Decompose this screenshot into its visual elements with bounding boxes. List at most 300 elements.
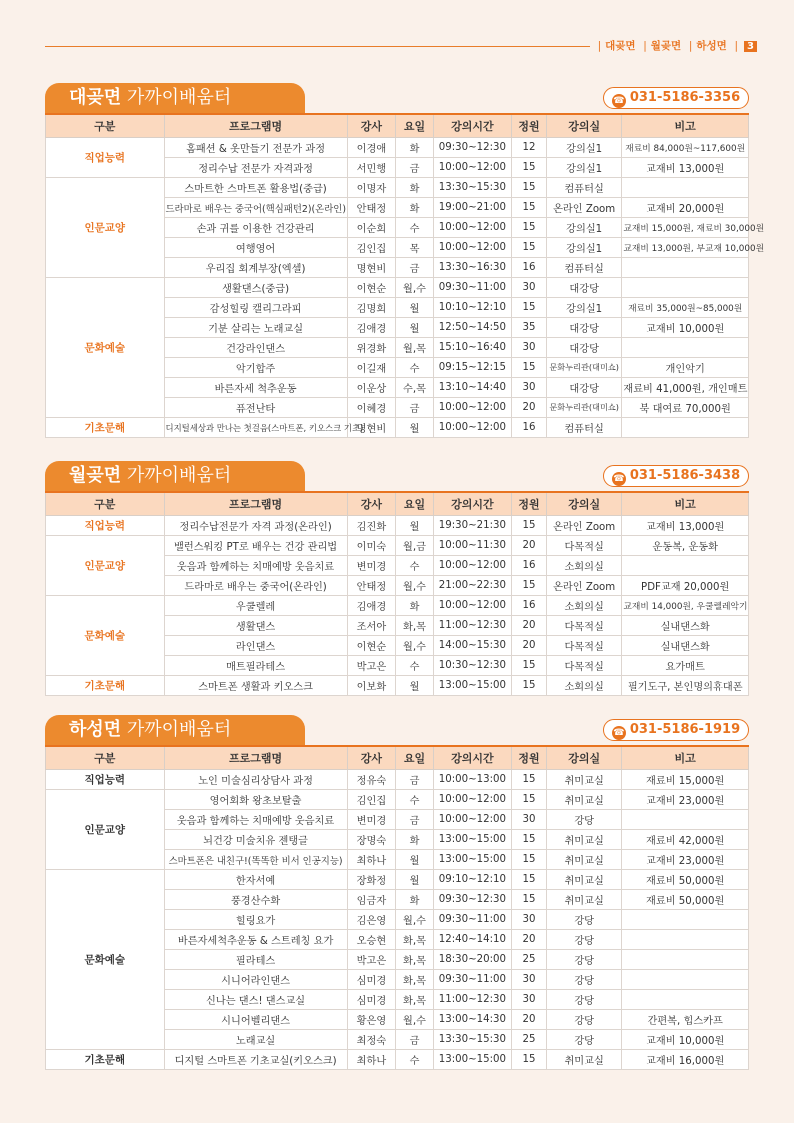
table-cell: 대강당 [546,278,621,298]
table-cell: 교재비 13,000원 [622,516,749,536]
phone-badge [603,87,749,109]
column-header: 비고 [622,746,749,770]
table-cell: 15 [511,890,546,910]
table-cell: 금 [396,158,434,178]
table-cell: 목 [396,238,434,258]
table-cell: 25 [511,950,546,970]
column-header: 프로그램명 [164,492,347,516]
table-cell: 강당 [546,970,621,990]
table-cell: 김진화 [347,516,395,536]
section [45,461,749,696]
table-cell: 개인악기 [622,358,749,378]
table-cell: 16 [511,596,546,616]
table-cell: 15 [511,178,546,198]
table-cell: 변미경 [347,556,395,576]
section-title [45,83,305,113]
table-cell: 재료비 50,000원 [622,870,749,890]
table-cell: 10:00~12:00 [433,238,511,258]
category-cell: 문화예술 [46,870,165,1050]
table-cell: 10:00~12:00 [433,398,511,418]
table-cell: 10:00~11:30 [433,536,511,556]
program-table [45,745,749,1070]
table-cell: 수 [396,556,434,576]
table-cell: 안태정 [347,198,395,218]
table-cell: 15 [511,870,546,890]
table-cell: 스마트폰 생활과 키오스크 [164,676,347,696]
table-row [46,676,749,696]
table-cell: 수 [396,358,434,378]
table-cell: 다목적실 [546,656,621,676]
phone-icon: ☎ [613,728,625,738]
table-cell: 우리집 회계부장(엑셀) [164,258,347,278]
table-cell: 10:00~12:00 [433,790,511,810]
column-header: 강사 [347,746,395,770]
table-cell: 컴퓨터실 [546,258,621,278]
table-cell: 월,수 [396,576,434,596]
table-cell: 재료비 15,000원 [622,770,749,790]
table-cell: 취미교실 [546,790,621,810]
table-cell: 16 [511,258,546,278]
table-cell: 교재비 10,000원 [622,318,749,338]
table-cell: 스마트한 스마트폰 활용법(중급) [164,178,347,198]
table-cell: 다목적실 [546,636,621,656]
table-cell: 15 [511,1050,546,1070]
table-cell: 재료비 50,000원 [622,890,749,910]
table-cell: 12:40~14:10 [433,930,511,950]
table-cell: 11:00~12:30 [433,616,511,636]
table-cell: 13:10~14:40 [433,378,511,398]
table-row [46,418,749,438]
table-cell: 15 [511,158,546,178]
table-cell: 16 [511,556,546,576]
table-cell: 교재비 13,000원, 부교재 10,000원 [622,238,749,258]
table-cell: 강당 [546,930,621,950]
table-cell: 30 [511,990,546,1010]
table-cell: 09:30~11:00 [433,278,511,298]
table-cell: 강당 [546,990,621,1010]
table-cell: 바른자세척추운동 & 스트레칭 요가 [164,930,347,950]
table-cell: 10:00~12:00 [433,158,511,178]
table-header-row [46,746,749,770]
category-cell: 인문교양 [46,178,165,278]
table-cell [622,418,749,438]
program-table [45,113,765,438]
table-cell: 수 [396,218,434,238]
table-cell: 온라인 Zoom [546,198,621,218]
table-cell: 김인집 [347,238,395,258]
table-cell: 다목적실 [546,536,621,556]
table-cell: 화,목 [396,616,434,636]
table-cell: 월 [396,318,434,338]
table-cell: 15 [511,218,546,238]
category-cell: 문화예술 [46,596,165,676]
column-header: 요일 [396,492,434,516]
table-cell: 김애경 [347,318,395,338]
table-cell: 웃음과 함께하는 치매예방 웃음치료 [164,810,347,830]
table-cell: 화 [396,890,434,910]
table-cell: 필라테스 [164,950,347,970]
phone-number: 031-5186-1919 [629,722,741,737]
table-cell: 교재비 16,000원 [622,1050,749,1070]
table-cell: 김인집 [347,790,395,810]
table-cell: 실내댄스화 [622,616,749,636]
table-cell: 30 [511,970,546,990]
column-header: 강사 [347,114,395,138]
table-cell: 20 [511,616,546,636]
table-cell: 건강라인댄스 [164,338,347,358]
table-cell: 11:00~12:30 [433,990,511,1010]
table-cell: 강의실1 [546,298,621,318]
table-cell: 화,목 [396,970,434,990]
table-cell: 운동복, 운동화 [622,536,749,556]
table-cell: 화 [396,830,434,850]
table-cell: 강당 [546,810,621,830]
column-header: 강의시간 [433,114,511,138]
table-cell: 19:00~21:00 [433,198,511,218]
nav-item: 대곶면 [605,40,636,52]
table-cell: 웃음과 함께하는 치매예방 웃음치료 [164,556,347,576]
table-cell: 서민행 [347,158,395,178]
table-cell: 09:15~12:15 [433,358,511,378]
column-header: 구분 [46,114,165,138]
table-cell: 이현순 [347,636,395,656]
table-cell: 다목적실 [546,616,621,636]
table-cell: 화,목 [396,930,434,950]
table-cell: 대강당 [546,338,621,358]
table-cell: 드라마로 배우는 중국어(온라인) [164,576,347,596]
table-cell: 문화누리관(대미쇼) [546,358,621,378]
table-cell: 19:30~21:30 [433,516,511,536]
nav-item: 하성면 [696,40,727,52]
table-cell [622,178,749,198]
table-cell: 월,금 [396,536,434,556]
table-cell: 13:30~15:30 [433,1030,511,1050]
table-cell: 컴퓨터실 [546,418,621,438]
column-header: 프로그램명 [164,114,347,138]
table-cell [622,258,749,278]
table-cell: 온라인 Zoom [546,576,621,596]
table-cell: 힐링요가 [164,910,347,930]
table-cell: 금 [396,398,434,418]
table-cell: 강당 [546,1010,621,1030]
program-table [45,491,749,696]
table-cell: 드라마로 배우는 중국어(핵심패턴2)(온라인) [164,198,347,218]
table-cell: 간편복, 힙스카프 [622,1010,749,1030]
table-cell: 심미경 [347,990,395,1010]
table-cell: 정유숙 [347,770,395,790]
category-cell: 기초문해 [46,1050,165,1070]
nav-item: 월곶면 [650,40,682,52]
column-header: 강의실 [546,492,621,516]
section-title [45,715,305,745]
table-cell: 화,목 [396,990,434,1010]
table-cell: 김은영 [347,910,395,930]
section-header [45,461,749,491]
table-cell: 여행영어 [164,238,347,258]
category-cell: 인문교양 [46,536,165,596]
table-cell: 교재비 23,000원 [622,850,749,870]
table-cell: 월 [396,676,434,696]
table-cell: 오승현 [347,930,395,950]
table-row [46,278,749,298]
table-cell: 금 [396,258,434,278]
table-cell: 09:30~11:00 [433,970,511,990]
column-header: 강의실 [546,746,621,770]
table-cell: 뇌건강 미술치유 젠탱글 [164,830,347,850]
table-header-row [46,492,749,516]
table-cell: 13:30~15:30 [433,178,511,198]
table-cell: 재료비 42,000원 [622,830,749,850]
table-cell: 09:30~11:00 [433,910,511,930]
table-cell: 스마트폰은 내친구!(똑똑한 비서 인공지능) [164,850,347,870]
table-cell: 변미경 [347,810,395,830]
section-title-rest: 가까이배움터 [121,87,232,108]
table-cell: 10:00~13:00 [433,770,511,790]
table-cell [622,910,749,930]
table-cell: 09:30~12:30 [433,890,511,910]
table-cell: 최정숙 [347,1030,395,1050]
table-cell: 20 [511,1010,546,1030]
table-row [46,516,749,536]
table-cell: 수 [396,1050,434,1070]
table-cell: 12:50~14:50 [433,318,511,338]
table-cell: 교재비 14,000원, 우쿨렐레악기 [622,596,749,616]
category-cell: 문화예술 [46,278,165,418]
table-cell: 30 [511,810,546,830]
phone-number: 031-5186-3438 [629,468,741,483]
table-cell: 이미숙 [347,536,395,556]
header-nav: | 대곶면 | 월곶면 | 하성면 | 3 [594,38,757,53]
table-cell: 신나는 댄스! 댄스교실 [164,990,347,1010]
table-cell: 강당 [546,910,621,930]
table-cell: 13:00~14:30 [433,1010,511,1030]
table-cell: 정리수납 전문가 자격과정 [164,158,347,178]
table-cell: 최하나 [347,1050,395,1070]
table-cell: 시니어벨리댄스 [164,1010,347,1030]
table-cell: 월,수 [396,636,434,656]
column-header: 강의실 [546,114,621,138]
table-cell: 월,목 [396,338,434,358]
table-cell: 이명자 [347,178,395,198]
table-cell: 09:10~12:10 [433,870,511,890]
phone-badge [603,465,749,487]
table-cell: 디지털세상과 만나는 첫걸음(스마트폰, 키오스크 기초) [164,418,347,438]
table-cell [622,338,749,358]
table-cell: 금 [396,1030,434,1050]
category-cell: 직업능력 [46,138,165,178]
table-cell: 30 [511,378,546,398]
table-cell: 풍경산수화 [164,890,347,910]
section-header [45,83,749,113]
table-cell: 20 [511,930,546,950]
table-cell: 수 [396,790,434,810]
table-cell: 노인 미술심리상담사 과정 [164,770,347,790]
table-cell: 생활댄스 [164,616,347,636]
section-title-bold: 월곶면 [69,465,122,486]
table-cell: 취미교실 [546,850,621,870]
table-cell: 화 [396,138,434,158]
table-cell: 10:00~12:00 [433,596,511,616]
column-header: 강의시간 [433,746,511,770]
table-cell: 교재비 20,000원 [622,198,749,218]
table-cell: 소회의실 [546,596,621,616]
table-cell: 월,수 [396,1010,434,1030]
table-cell: 14:00~15:30 [433,636,511,656]
table-cell: 안태정 [347,576,395,596]
column-header: 요일 [396,114,434,138]
table-cell: 월 [396,418,434,438]
table-cell: 위경화 [347,338,395,358]
category-cell: 인문교양 [46,790,165,870]
table-cell: 10:00~12:00 [433,418,511,438]
header-rule [45,46,590,47]
table-cell: 황은영 [347,1010,395,1030]
table-cell: 이혜경 [347,398,395,418]
table-cell: 강의실1 [546,238,621,258]
table-cell: 강의실1 [546,158,621,178]
table-cell: 화,목 [396,950,434,970]
page-number: 3 [744,41,757,52]
table-cell: 한자서예 [164,870,347,890]
table-cell: 10:00~12:00 [433,810,511,830]
table-cell: 라인댄스 [164,636,347,656]
table-cell: 30 [511,910,546,930]
table-cell: PDF교재 20,000원 [622,576,749,596]
table-row [46,138,749,158]
table-cell: 금 [396,810,434,830]
category-cell: 기초문해 [46,418,165,438]
table-cell: 필기도구, 본인명의휴대폰 [622,676,749,696]
table-cell: 취미교실 [546,1050,621,1070]
table-cell: 월,수 [396,910,434,930]
table-header-row [46,114,749,138]
column-header: 비고 [622,114,749,138]
table-cell: 10:00~12:00 [433,218,511,238]
table-cell: 디지털 스마트폰 기초교실(키오스크) [164,1050,347,1070]
table-row [46,536,749,556]
table-cell: 영어회화 왕초보탈출 [164,790,347,810]
column-header: 정원 [511,746,546,770]
column-header: 요일 [396,746,434,770]
table-cell: 15 [511,790,546,810]
table-cell: 퓨전난타 [164,398,347,418]
section-title-rest: 가까이배움터 [121,719,232,740]
page-header [45,38,757,56]
table-cell: 13:00~15:00 [433,850,511,870]
table-cell: 20 [511,636,546,656]
table-cell: 김명희 [347,298,395,318]
table-cell: 악기합주 [164,358,347,378]
table-cell: 김애경 [347,596,395,616]
table-cell: 이운상 [347,378,395,398]
table-cell: 화 [396,178,434,198]
table-cell: 취미교실 [546,770,621,790]
section [45,83,765,438]
table-cell: 대강당 [546,378,621,398]
table-cell: 박고은 [347,656,395,676]
table-cell: 손과 귀를 이용한 건강관리 [164,218,347,238]
phone-icon: ☎ [613,96,625,106]
column-header: 프로그램명 [164,746,347,770]
table-row [46,790,749,810]
table-cell: 10:10~12:10 [433,298,511,318]
table-cell: 15 [511,198,546,218]
table-cell: 13:00~15:00 [433,676,511,696]
table-cell: 월,수 [396,278,434,298]
section-title-rest: 가까이배움터 [121,465,232,486]
category-cell: 직업능력 [46,516,165,536]
table-cell: 최하나 [347,850,395,870]
phone-badge [603,719,749,741]
table-cell: 우쿨렐레 [164,596,347,616]
table-cell: 수 [396,656,434,676]
phone-icon: ☎ [613,474,625,484]
table-cell: 수,목 [396,378,434,398]
table-cell: 감성힐링 캘리그라피 [164,298,347,318]
table-cell: 30 [511,278,546,298]
table-cell: 재료비 84,000원~117,600원 [622,138,749,158]
table-cell: 북 대여료 70,000원 [622,398,749,418]
table-cell: 15 [511,576,546,596]
table-cell: 기분 살리는 노래교실 [164,318,347,338]
section-title-bold: 대곶면 [69,87,122,108]
table-cell: 월 [396,298,434,318]
table-cell: 15:10~16:40 [433,338,511,358]
section-title-bold: 하성면 [69,719,122,740]
table-cell: 15 [511,770,546,790]
table-cell: 명현비 [347,258,395,278]
table-row [46,770,749,790]
column-header: 정원 [511,114,546,138]
table-cell [622,990,749,1010]
table-cell: 15 [511,358,546,378]
table-cell: 15 [511,676,546,696]
table-cell: 교재비 13,000원 [622,158,749,178]
table-cell: 강당 [546,1030,621,1050]
table-cell: 21:00~22:30 [433,576,511,596]
table-cell: 15 [511,238,546,258]
table-cell: 명현비 [347,418,395,438]
table-cell: 15 [511,516,546,536]
table-cell: 16 [511,418,546,438]
table-cell: 강의실1 [546,218,621,238]
table-cell: 장명숙 [347,830,395,850]
table-cell: 30 [511,338,546,358]
table-cell [622,950,749,970]
table-cell: 이보화 [347,676,395,696]
table-cell: 35 [511,318,546,338]
table-cell: 15 [511,850,546,870]
table-cell [622,970,749,990]
table-cell: 재료비 41,000원, 개인매트 [622,378,749,398]
phone-number: 031-5186-3356 [629,90,741,105]
table-cell: 교재비 15,000원, 재료비 30,000원 [622,218,749,238]
table-cell: 이순희 [347,218,395,238]
table-cell: 13:00~15:00 [433,1050,511,1070]
column-header: 정원 [511,492,546,516]
table-cell: 요가매트 [622,656,749,676]
table-cell: 재료비 35,000원~85,000원 [622,298,749,318]
table-cell: 취미교실 [546,830,621,850]
table-cell: 소회의실 [546,676,621,696]
table-cell: 박고은 [347,950,395,970]
table-cell: 25 [511,1030,546,1050]
category-cell: 기초문해 [46,676,165,696]
table-cell: 12 [511,138,546,158]
table-row [46,870,749,890]
table-cell: 바른자세 척추운동 [164,378,347,398]
table-cell: 강당 [546,950,621,970]
